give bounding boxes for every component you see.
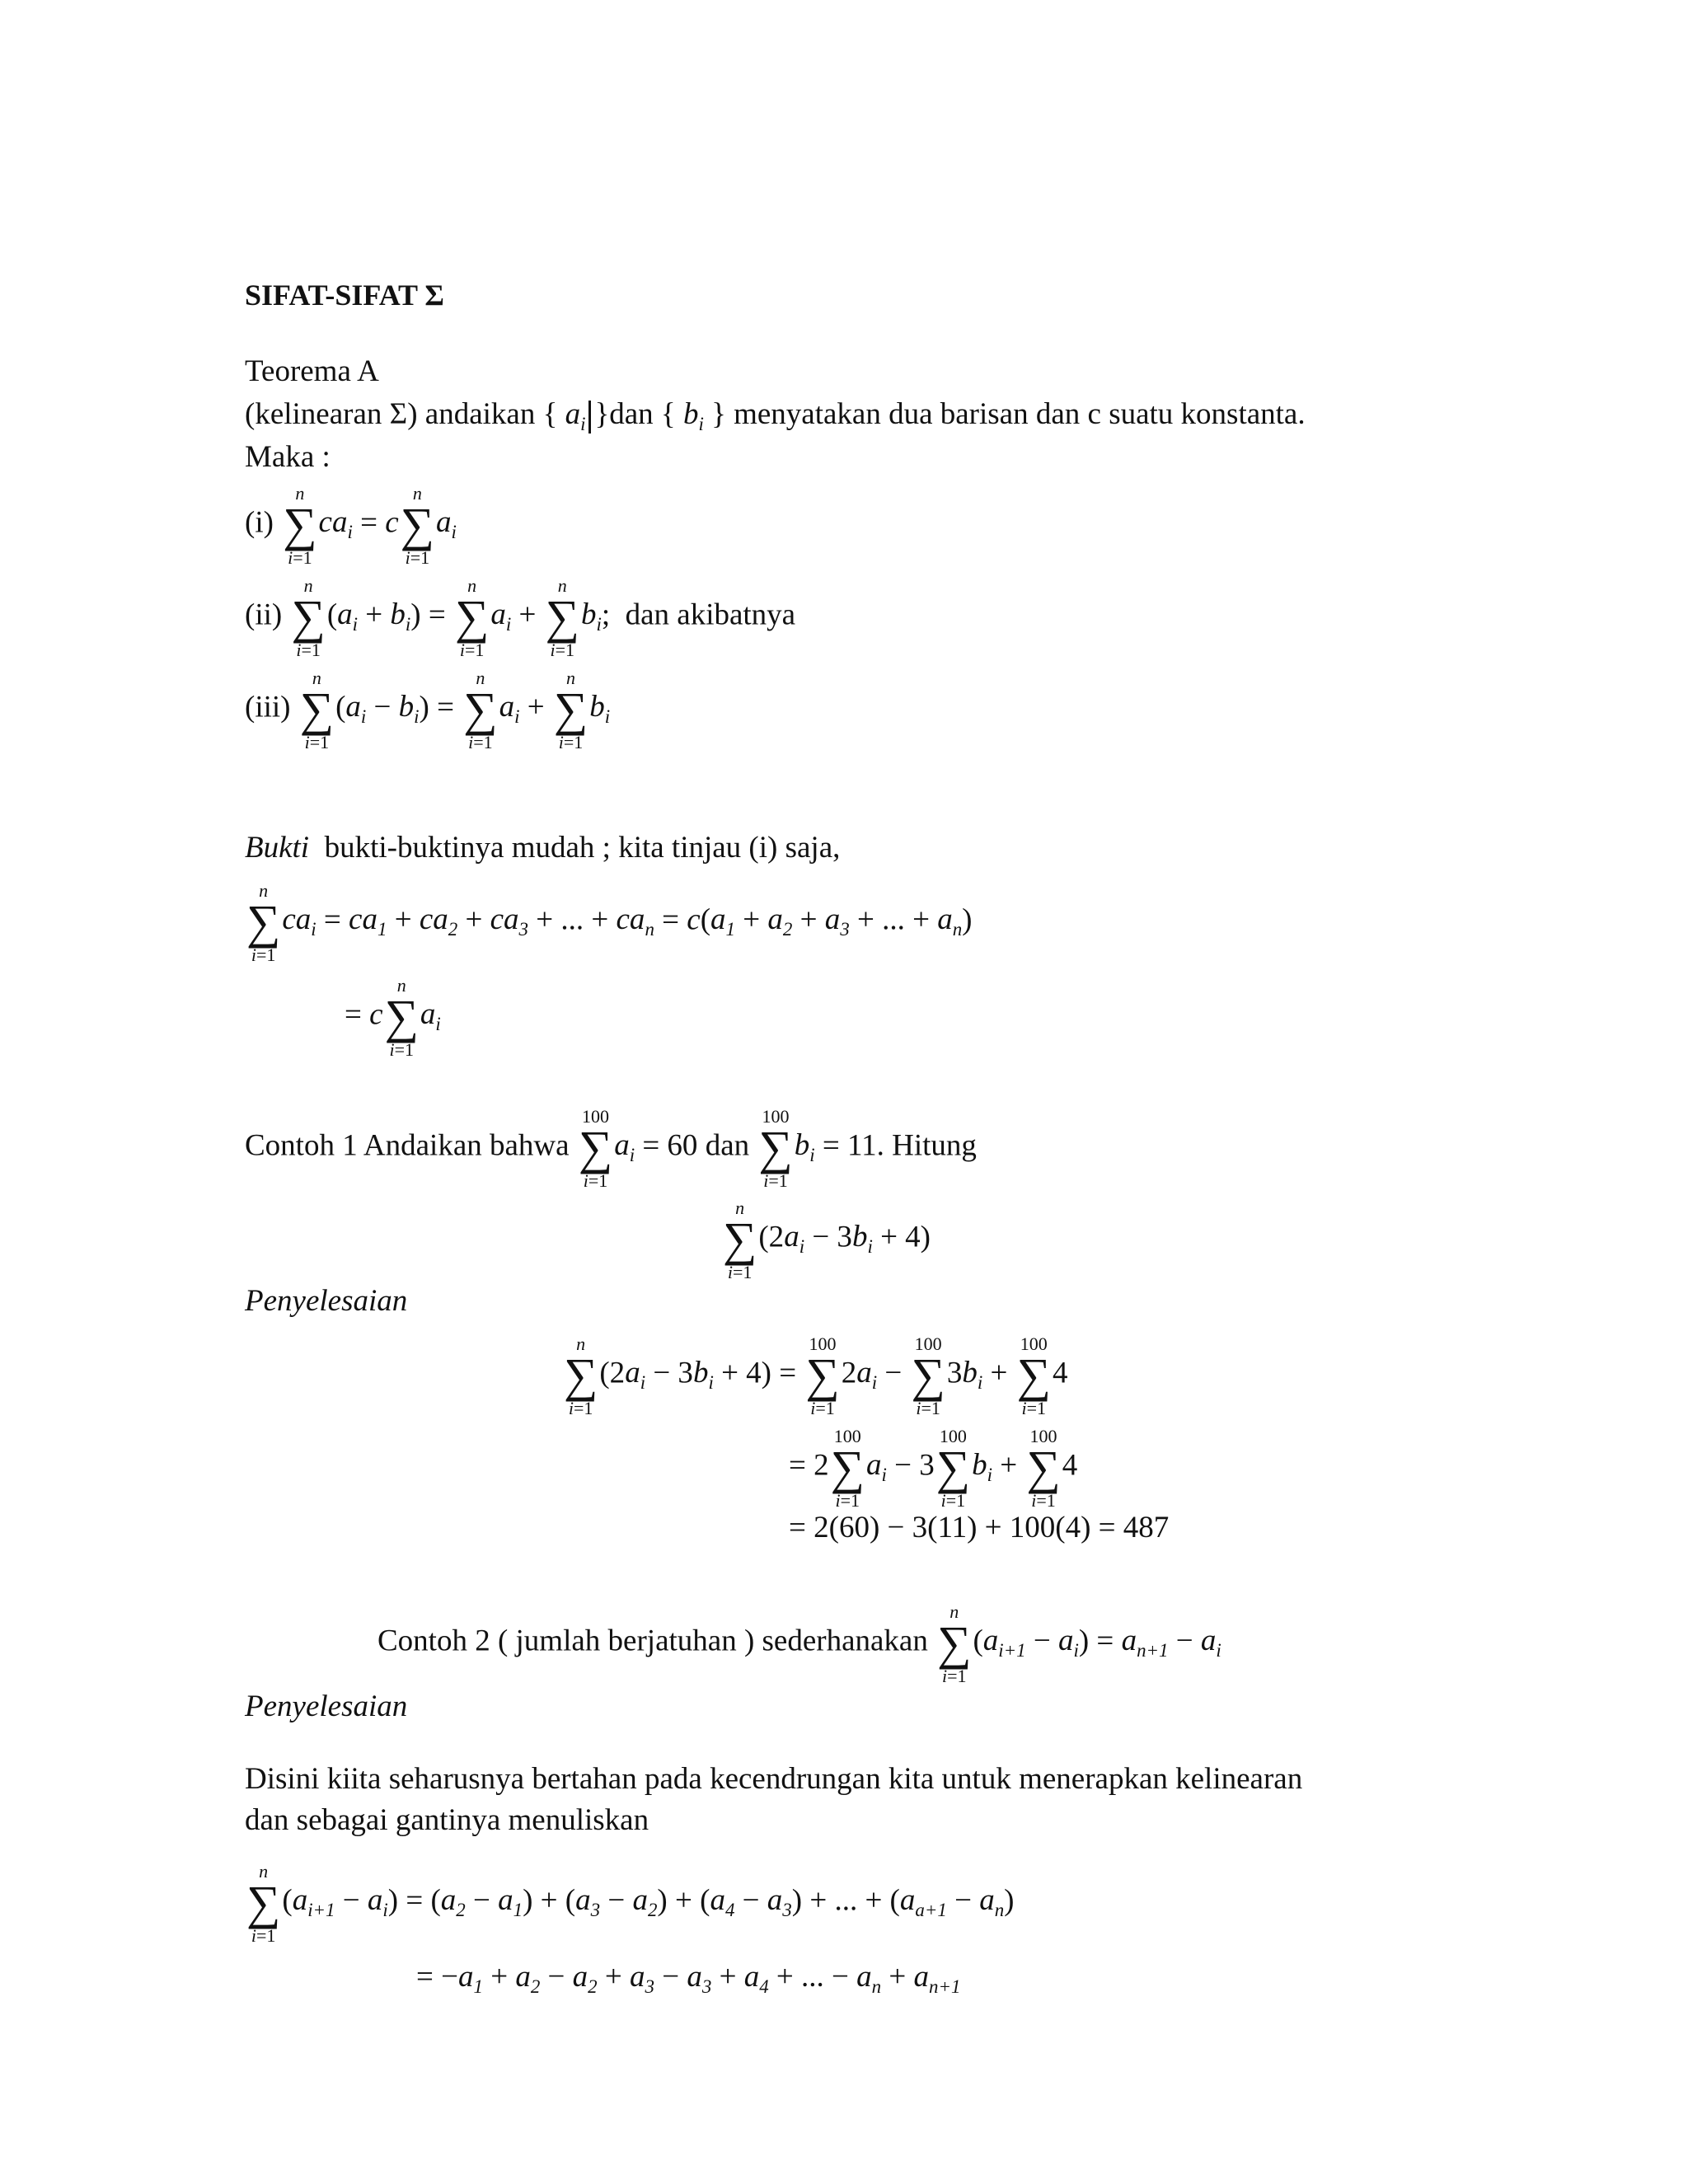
sigma-symbol: n ∑ i=1 <box>291 575 326 660</box>
property-iii: (iii) n ∑ i=1 $(a_i - b_i)$ = n ∑ i=1 $a_i$ + n ∑ i=1 $b_i$ <box>245 668 611 752</box>
sigma-symbol: n ∑ i=1 <box>463 668 498 752</box>
sigma-symbol: 100 ∑ i=1 <box>830 1426 865 1511</box>
closing-line-2: dan sebagai gantinya menuliskan <box>245 1803 649 1837</box>
sigma-symbol: n ∑ i=1 <box>384 975 419 1060</box>
sigma-symbol: 100 ∑ i=1 <box>805 1333 840 1418</box>
page-title: SIFAT-SIFAT Σ <box>245 279 444 312</box>
solution-label-2: Penyelesaian <box>245 1690 408 1723</box>
sigma-symbol: 100 ∑ i=1 <box>1016 1333 1051 1418</box>
proof-equation-1: n ∑ i=1 $ca_i = ca_1 + ca_2 + ca_3$ + ... + $ca_n = c(a_1 + a_2 + a_3$ + ... + $a_n$) <box>246 880 973 965</box>
telescoping-equation-1: n ∑ i=1 $(a_{i+1} - a_i) = (a_2 - a_1) + (a_3 - a_2) + (a_4 - a_3)$ + ... + $(a_{a+1} - a_n)$ <box>246 1861 1015 1946</box>
sigma-symbol: n ∑ i=1 <box>454 575 490 660</box>
maka-label: Maka : <box>245 440 331 474</box>
property-ii: (ii) n ∑ i=1 $(a_i + b_i)$ = n ∑ i=1 $a_i$ + n ∑ i=1 $b_i$; dan akibatnya <box>245 575 796 660</box>
proof-line: Bukti bukti-buktinya mudah ; kita tinjau (i) saja, <box>245 831 841 865</box>
sigma-symbol: n ∑ i=1 <box>246 880 281 965</box>
property-i: (i) n ∑ i=1 $ca_i = c$ n ∑ i=1 $a_i$ <box>245 483 457 568</box>
sigma-symbol: 100 ∑ i=1 <box>911 1333 945 1418</box>
sigma-symbol: n ∑ i=1 <box>246 1861 281 1946</box>
sigma-symbol: n ∑ i=1 <box>564 1333 598 1418</box>
sigma-symbol: 100 ∑ i=1 <box>935 1426 971 1511</box>
theorem-heading: Teorema A <box>245 354 379 388</box>
example2-statement: Contoh 2 ( jumlah berjatuhan ) sederhanakan n ∑ i=1 $(a_{i+1} - a_i) = a_{n+1} - a_i$ <box>377 1601 1221 1686</box>
sigma-symbol: n ∑ i=1 <box>553 668 588 752</box>
telescoping-equation-2: = $-a_1 + a_2 - a_2 + a_3 - a_3 + a_4$ + ... − $a_n + a_{n+1}$ <box>416 1960 961 1998</box>
sigma-symbol: n ∑ i=1 <box>283 483 317 568</box>
sigma-symbol: 100 ∑ i=1 <box>1026 1426 1061 1511</box>
sigma-symbol: n ∑ i=1 <box>545 575 579 660</box>
closing-line-1: Disini kiita seharusnya bertahan pada kecendrungan kita untuk menerapkan kelinearan <box>245 1762 1303 1796</box>
sigma-symbol: 100 ∑ i=1 <box>758 1106 793 1191</box>
example1-result: = 2(60) − 3(11) + 100(4) = 487 <box>789 1511 1170 1544</box>
example1-solution-1: n ∑ i=1 $(2a_i - 3b_i + 4)$ = 100 ∑ i=1 $2a_i$ − 100 ∑ i=1 $3b_i$ + 100 ∑ i=1 4 <box>564 1333 1068 1418</box>
example1-target: n ∑ i=1 $(2a_i - 3b_i + 4)$ <box>723 1197 931 1282</box>
solution-label-1: Penyelesaian <box>245 1284 408 1318</box>
example1-solution-2: = 2 100 ∑ i=1 $a_i - 3$ 100 ∑ i=1 $b_i$ + 100 ∑ i=1 4 <box>789 1426 1078 1511</box>
proof-equation-2: = c n ∑ i=1 $a_i$ <box>345 975 441 1060</box>
sigma-symbol: n ∑ i=1 <box>299 668 335 752</box>
sigma-symbol: n ∑ i=1 <box>723 1197 757 1282</box>
sigma-symbol: n ∑ i=1 <box>400 483 435 568</box>
example1-statement: Contoh 1 Andaikan bahwa 100 ∑ i=1 $a_i = 60$ dan 100 ∑ i=1 $b_i = 11$. Hitung <box>245 1106 977 1191</box>
sigma-symbol: n ∑ i=1 <box>937 1601 972 1686</box>
theorem-intro: (kelinearan Σ) andaikan { $a_i$ }dan { $b_i$ } menyatakan dua barisan dan c suatu konstanta. <box>245 397 1306 435</box>
sigma-symbol: 100 ∑ i=1 <box>578 1106 613 1191</box>
